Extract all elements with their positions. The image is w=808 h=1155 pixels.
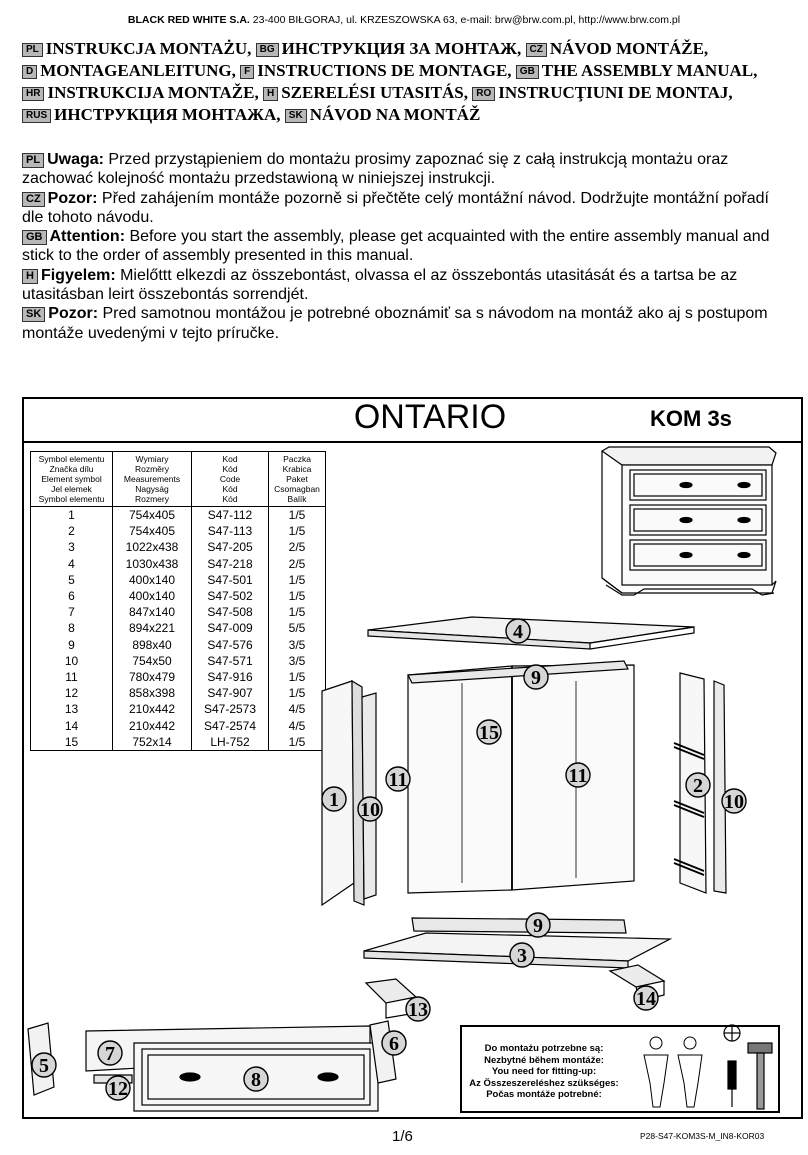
part-4-top bbox=[368, 617, 694, 649]
language-title-line bbox=[22, 104, 802, 126]
table-cell: S47-112 bbox=[192, 507, 269, 524]
table-cell: 754x405 bbox=[113, 507, 192, 524]
label-part-14: 14 bbox=[636, 988, 656, 1010]
language-title: INSTRUKCJA MONTAŻU, bbox=[45, 39, 256, 58]
table-cell: S47-501 bbox=[192, 572, 269, 588]
column-header: Wymiary Rozměry Measurements Nagyság Rozmery bbox=[113, 452, 192, 507]
tools-line: Do montażu potrzebne są: bbox=[484, 1043, 604, 1054]
language-title: MONTAGEANLEITUNG, bbox=[40, 61, 241, 80]
tools-line: Nezbytné během montáže: bbox=[484, 1054, 604, 1066]
table-cell: S47-502 bbox=[192, 588, 269, 604]
table-cell: S47-2574 bbox=[192, 717, 269, 733]
tools-required-text bbox=[462, 1043, 626, 1101]
note-text: Przed przystąpieniem do montażu prosimy zapoznać się z całą instrukcją montażu oraz zachować kolejność montażu przedstawioną w niniejszej instrukcji. bbox=[22, 151, 729, 188]
assembly-note bbox=[22, 304, 792, 343]
language-title: SZERELÉSI UTASITÁS, bbox=[281, 83, 473, 102]
page-number: 1/6 bbox=[392, 1128, 413, 1145]
language-code-badge: GB bbox=[516, 65, 539, 79]
column-header: Symbol elementu Značka dílu Element symbol Jel elemek Symbol elementu bbox=[31, 452, 113, 507]
table-cell: 3/5 bbox=[269, 653, 326, 669]
note-label: Attention: bbox=[49, 228, 126, 246]
table-cell: S47-916 bbox=[192, 669, 269, 685]
table-cell: 754x50 bbox=[113, 653, 192, 669]
assembly-note bbox=[22, 150, 792, 189]
column-header: Paczka Krabica Paket Csomagban Balík bbox=[269, 452, 326, 507]
language-title: ИНСТРУКЦИЯ ЗА МОНТАЖ, bbox=[281, 39, 526, 58]
label-part-15: 15 bbox=[479, 722, 499, 744]
table-cell: 4/5 bbox=[269, 701, 326, 717]
table-cell: S47-907 bbox=[192, 685, 269, 701]
language-code-badge: SK bbox=[285, 109, 307, 123]
table-cell: 1/5 bbox=[269, 572, 326, 588]
part-9-bottom-rail bbox=[412, 918, 626, 933]
language-title-line bbox=[22, 82, 802, 104]
table-cell: 7 bbox=[31, 604, 113, 620]
assembly-drawing bbox=[24, 443, 802, 1117]
table-cell: 5 bbox=[31, 572, 113, 588]
language-title: NÁVOD MONTÁŽE, bbox=[549, 39, 709, 58]
product-name: ONTARIO bbox=[353, 398, 507, 436]
table-cell: 6 bbox=[31, 588, 113, 604]
table-cell: 9 bbox=[31, 637, 113, 653]
table-cell: 1/5 bbox=[269, 604, 326, 620]
table-cell: S47-576 bbox=[192, 637, 269, 653]
table-cell: 11 bbox=[31, 669, 113, 685]
label-part-13: 13 bbox=[408, 999, 428, 1021]
table-cell: 752x14 bbox=[113, 734, 192, 751]
note-label: Uwaga: bbox=[47, 151, 104, 168]
label-part-5: 5 bbox=[39, 1055, 49, 1077]
table-cell: S47-205 bbox=[192, 539, 269, 555]
company-name: BLACK RED WHITE S.A. bbox=[127, 14, 250, 26]
language-title: ИНСТРУКЦИЯ МОНТАЖА, bbox=[54, 105, 285, 124]
column-header: Kod Kód Code Kód Kód bbox=[192, 452, 269, 507]
tools-line: Počas montáže potrebné: bbox=[486, 1089, 602, 1100]
table-cell: 4/5 bbox=[269, 717, 326, 733]
label-part-10-left: 10 bbox=[360, 799, 380, 821]
language-code-badge: CZ bbox=[22, 192, 45, 207]
table-cell: S47-009 bbox=[192, 620, 269, 636]
table-cell: 1/5 bbox=[269, 685, 326, 701]
label-part-9-bottom: 9 bbox=[533, 915, 543, 937]
table-cell: 858x398 bbox=[113, 685, 192, 701]
label-part-9-top: 9 bbox=[531, 667, 541, 689]
part-11-back-panels bbox=[408, 665, 634, 893]
table-cell: 898x40 bbox=[113, 637, 192, 653]
label-part-8: 8 bbox=[251, 1069, 261, 1091]
assembly-note bbox=[22, 266, 792, 305]
note-label: Figyelem: bbox=[40, 266, 116, 284]
assembled-chest-illustration bbox=[602, 447, 776, 595]
language-code-badge: D bbox=[22, 65, 37, 79]
table-cell: 400x140 bbox=[113, 588, 192, 604]
label-part-4: 4 bbox=[513, 621, 523, 643]
table-cell: 2/5 bbox=[269, 556, 326, 572]
language-titles bbox=[22, 38, 802, 126]
table-cell: 400x140 bbox=[113, 572, 192, 588]
label-part-3: 3 bbox=[517, 945, 527, 967]
language-code-badge: H bbox=[263, 87, 278, 101]
language-title: INSTRUKCIJA MONTAŽE, bbox=[47, 83, 263, 102]
language-code-badge: BG bbox=[256, 43, 279, 57]
table-cell: 3/5 bbox=[269, 637, 326, 653]
table-cell: 1/5 bbox=[269, 588, 326, 604]
table-cell: 13 bbox=[31, 701, 113, 717]
language-code-badge: RO bbox=[472, 87, 495, 101]
language-title-line bbox=[22, 60, 802, 82]
company-address: 23-400 BIŁGORAJ, ul. KRZESZOWSKA 63, e-mail: brw@brw.com.pl, http://www.brw.com.pl bbox=[249, 14, 681, 26]
table-cell: 1030x438 bbox=[113, 556, 192, 572]
assembly-note bbox=[22, 227, 792, 266]
table-cell: 2/5 bbox=[269, 539, 326, 555]
table-cell: 894x221 bbox=[113, 620, 192, 636]
table-cell: 1/5 bbox=[269, 523, 326, 539]
table-cell: 15 bbox=[31, 734, 113, 751]
language-title: INSTRUCTIONS DE MONTAGE, bbox=[257, 61, 516, 80]
table-cell: 14 bbox=[31, 717, 113, 733]
table-cell: 12 bbox=[31, 685, 113, 701]
language-code-badge: GB bbox=[22, 230, 47, 245]
table-cell: 210x442 bbox=[113, 701, 192, 717]
table-cell: S47-508 bbox=[192, 604, 269, 620]
document-reference: P28-S47-KOM3S-M_IN8-KOR03 bbox=[640, 1131, 765, 1141]
tools-line: Az Összeszereléshez szükséges: bbox=[469, 1077, 619, 1089]
table-cell: 210x442 bbox=[113, 717, 192, 733]
language-code-badge: SK bbox=[22, 307, 45, 322]
table-cell: 4 bbox=[31, 556, 113, 572]
label-part-2: 2 bbox=[693, 775, 703, 797]
label-part-11-right: 11 bbox=[568, 765, 588, 787]
language-title-line bbox=[22, 38, 802, 60]
language-code-badge: RUS bbox=[22, 109, 51, 123]
table-cell: 3 bbox=[31, 539, 113, 555]
table-cell: 1 bbox=[31, 507, 113, 524]
language-title: NÁVOD NA MONTÁŽ bbox=[309, 105, 481, 124]
table-cell: S47-113 bbox=[192, 523, 269, 539]
product-code: KOM 3s bbox=[650, 406, 732, 431]
table-cell: 754x405 bbox=[113, 523, 192, 539]
language-code-badge: HR bbox=[22, 87, 44, 101]
table-cell: 1022x438 bbox=[113, 539, 192, 555]
table-cell: 847x140 bbox=[113, 604, 192, 620]
language-code-badge: H bbox=[22, 269, 38, 284]
label-part-6: 6 bbox=[389, 1033, 399, 1055]
label-part-7: 7 bbox=[105, 1043, 115, 1065]
language-title: INSTRUCŢIUNI DE MONTAJ, bbox=[498, 83, 733, 102]
table-cell: 8 bbox=[31, 620, 113, 636]
language-code-badge: F bbox=[240, 65, 254, 79]
note-text: Mielőttt elkezdi az összebontást, olvassa el az összebontás utasitását és a tartsa be az utasitásban leirt összebontás sorrendjét. bbox=[22, 266, 738, 304]
language-code-badge: PL bbox=[22, 153, 44, 168]
assembly-note bbox=[22, 189, 792, 228]
note-text: Před zahájením montáže pozorně si přečtěte celý montážní návod. Dodržujte montážní pořadí dle tohoto návodu. bbox=[22, 189, 769, 226]
language-code-badge: CZ bbox=[526, 43, 547, 57]
label-part-1: 1 bbox=[329, 789, 339, 811]
table-cell: 1/5 bbox=[269, 507, 326, 524]
table-cell: LH-752 bbox=[192, 734, 269, 751]
company-header bbox=[0, 14, 808, 26]
note-label: Pozor: bbox=[48, 305, 99, 323]
note-label: Pozor: bbox=[47, 189, 98, 207]
table-cell: 5/5 bbox=[269, 620, 326, 636]
table-cell: S47-571 bbox=[192, 653, 269, 669]
label-part-12: 12 bbox=[108, 1078, 128, 1100]
note-text: Before you start the assembly, please get acquainted with the entire assembly manual and stick to the order of assembly presented in this manual. bbox=[22, 228, 770, 265]
tools-line: You need for fitting-up: bbox=[491, 1066, 597, 1077]
table-cell: 2 bbox=[31, 523, 113, 539]
table-cell: S47-2573 bbox=[192, 701, 269, 717]
table-cell: 1/5 bbox=[269, 734, 326, 751]
table-cell: 10 bbox=[31, 653, 113, 669]
note-text: Pred samotnou montážou je potrebné oboznámiť sa s návodom na montáž ako aj s postupom montáže uvedenými v tejto príručke. bbox=[22, 305, 768, 342]
language-code-badge: PL bbox=[22, 43, 43, 57]
table-cell: S47-218 bbox=[192, 556, 269, 572]
label-part-11-left: 11 bbox=[388, 769, 408, 791]
table-cell: 780x479 bbox=[113, 669, 192, 685]
table-cell: 1/5 bbox=[269, 669, 326, 685]
language-title: THE ASSEMBLY MANUAL, bbox=[541, 61, 758, 80]
assembly-notes bbox=[22, 150, 792, 343]
label-part-10-right: 10 bbox=[724, 791, 744, 813]
